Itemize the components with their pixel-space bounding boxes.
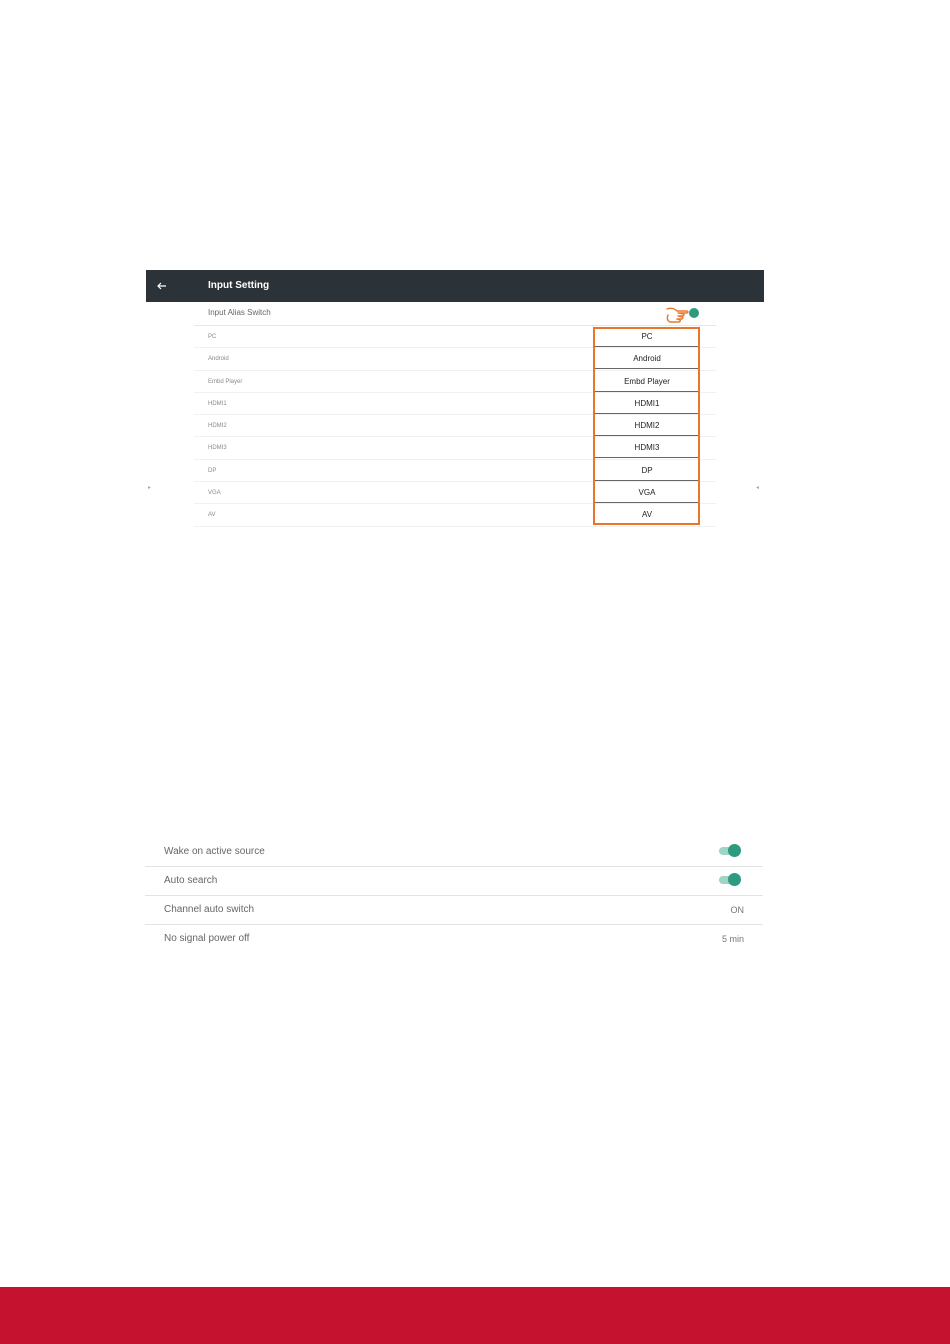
arrow-left-icon[interactable]: [154, 278, 170, 294]
list-item: [194, 326, 716, 348]
input-label: Embd Player: [208, 378, 243, 385]
list-item: [194, 482, 716, 504]
list-item: [194, 460, 716, 482]
input-label: VGA: [208, 490, 221, 497]
list-item[interactable]: [145, 896, 763, 925]
setting-label: Auto search: [164, 875, 218, 886]
list-item[interactable]: [145, 838, 763, 867]
setting-label: Wake on active source: [164, 846, 265, 857]
list-item: [194, 504, 716, 526]
setting-value: 5 min: [721, 934, 744, 944]
list-item: [194, 415, 716, 437]
input-alias-switch-label: Input Alias Switch: [208, 308, 271, 317]
list-item[interactable]: [145, 925, 763, 954]
page-title: Input Setting: [208, 280, 270, 291]
input-label: AV: [208, 512, 216, 519]
setting-label: No signal power off: [164, 933, 250, 944]
input-label: HDMI1: [208, 400, 227, 407]
scroll-left-icon[interactable]: ▸: [148, 485, 152, 491]
app-bar: [146, 270, 764, 302]
input-label: PC: [208, 334, 217, 340]
setting-label: Channel auto switch: [164, 904, 255, 915]
list-item: [194, 371, 716, 393]
alias-input[interactable]: PC: [595, 330, 699, 347]
input-label: DP: [208, 467, 217, 474]
setting-value: ON: [730, 905, 744, 915]
alias-input[interactable]: HDMI1: [595, 397, 699, 414]
settings-list-screen: [145, 838, 763, 956]
alias-input[interactable]: Android: [595, 352, 699, 369]
alias-input[interactable]: AV: [595, 508, 699, 525]
input-alias-switch-row[interactable]: [194, 302, 716, 326]
scroll-right-icon[interactable]: ◂: [756, 485, 760, 491]
list-item: [194, 437, 716, 459]
toggle-knob: [728, 844, 741, 857]
input-alias-list: [194, 326, 716, 527]
list-item[interactable]: [145, 867, 763, 896]
input-label: Android: [208, 356, 229, 363]
alias-input[interactable]: HDMI3: [595, 441, 699, 458]
input-setting-screen: [146, 270, 764, 528]
list-item: [194, 393, 716, 415]
input-alias-switch-toggle[interactable]: [689, 308, 699, 318]
alias-input[interactable]: VGA: [595, 486, 699, 503]
list-item: [194, 348, 716, 370]
toggle-switch[interactable]: [719, 847, 739, 855]
footer-bar: [0, 1287, 950, 1344]
input-label: HDMI3: [208, 445, 227, 452]
toggle-switch[interactable]: [719, 876, 739, 884]
alias-input[interactable]: HDMI2: [595, 419, 699, 436]
toggle-knob: [728, 873, 741, 886]
input-label: HDMI2: [208, 423, 227, 430]
pointing-hand-icon: [663, 305, 691, 327]
alias-input[interactable]: Embd Player: [595, 375, 699, 392]
alias-input[interactable]: DP: [595, 464, 699, 481]
